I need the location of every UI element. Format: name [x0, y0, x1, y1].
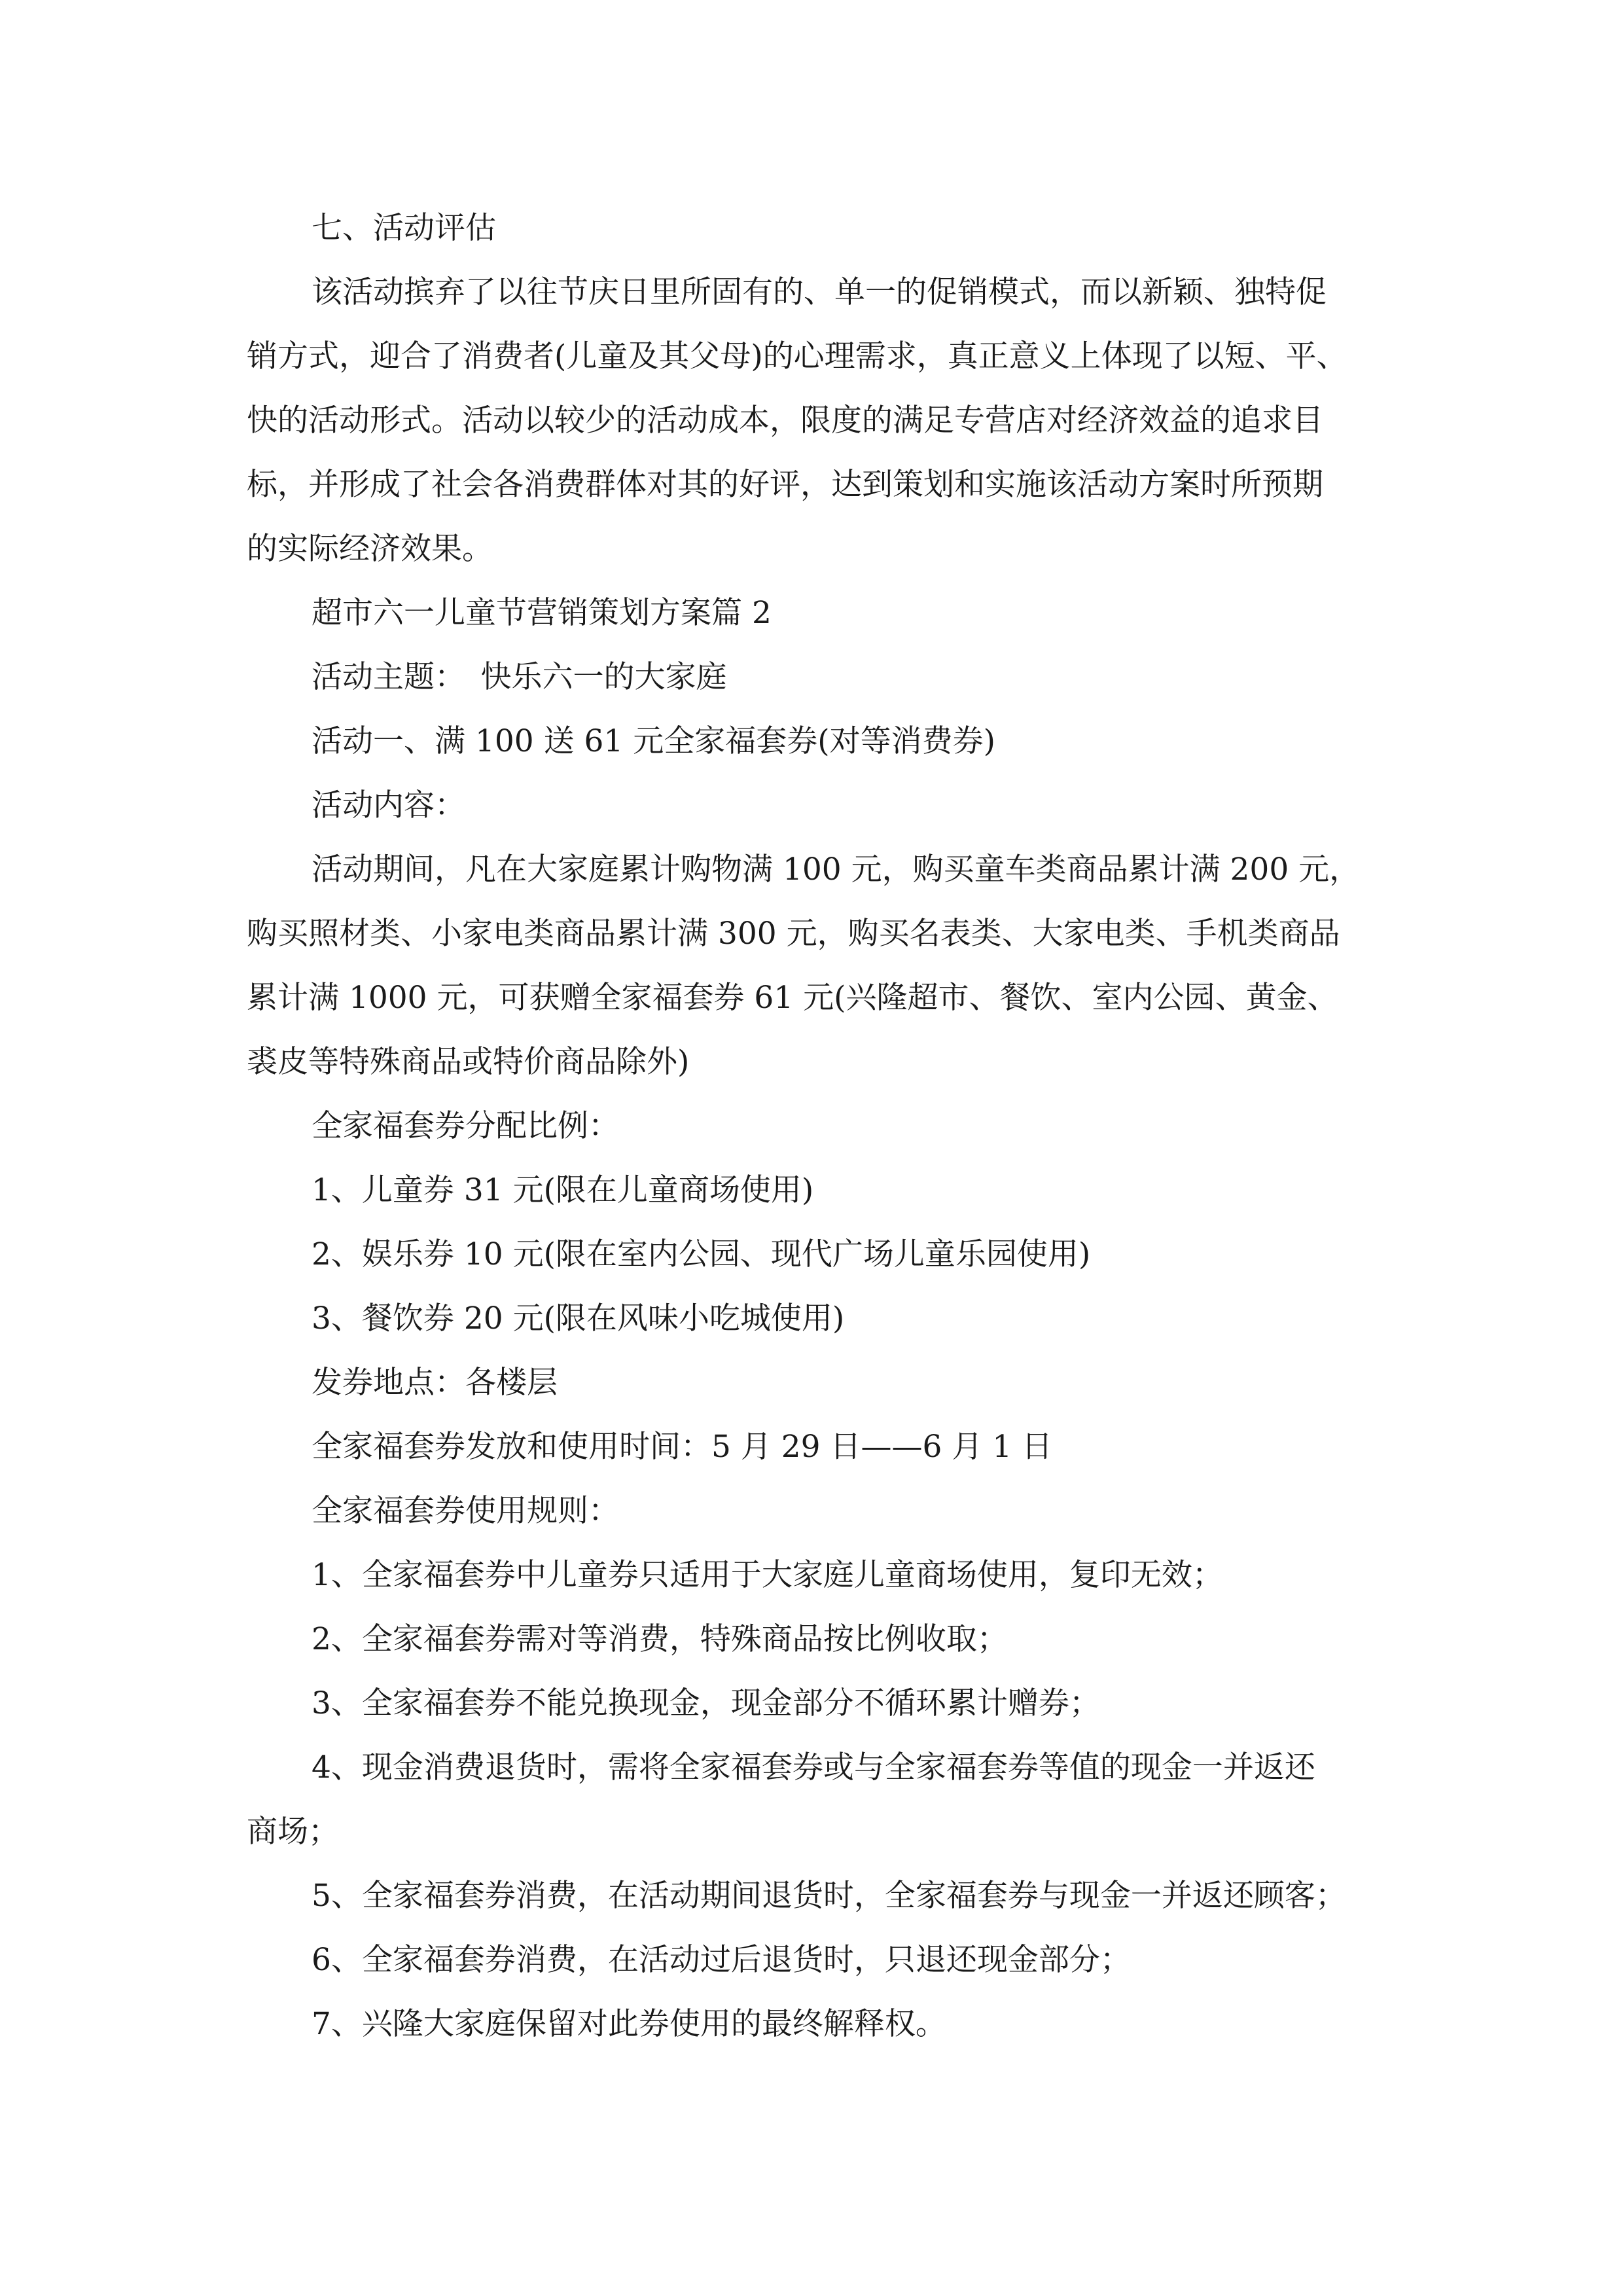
paragraph-line: 全家福套券使用规则： — [312, 1493, 619, 1529]
paragraph — [247, 1736, 1425, 1864]
paragraph-line: 购买照材类、小家电类商品累计满 300 元，购买名表类、大家电类、手机类商品 — [247, 916, 1340, 952]
paragraph-line: 5、全家福套券消费，在活动期间退货时，全家福套券与现金一并返还顾客； — [312, 1878, 1346, 1914]
paragraph-line: 七、活动评估 — [312, 210, 496, 246]
paragraph — [247, 1928, 1425, 1992]
paragraph-line: 全家福套券发放和使用时间：5 月 29 日——6 月 1 日 — [312, 1429, 1053, 1465]
paragraph — [247, 1158, 1425, 1223]
paragraph-line: 快的活动形式。活动以较少的活动成本，限度的满足专营店对经济效益的追求目 — [247, 403, 1323, 439]
paragraph — [247, 1607, 1425, 1672]
paragraph-line: 3、餐饮券 20 元(限在风味小吃城使用) — [312, 1300, 845, 1336]
paragraph-line: 1、全家福套券中儿童券只适用于大家庭儿童商场使用，复印无效； — [312, 1557, 1223, 1593]
paragraph-line: 裘皮等特殊商品或特价商品除外) — [247, 1044, 690, 1080]
paragraph — [247, 1864, 1425, 1928]
paragraph-line: 的实际经济效果。 — [247, 531, 493, 567]
paragraph-line: 销方式，迎合了消费者(儿童及其父母)的心理需求，真正意义上体现了以短、平、 — [247, 338, 1347, 374]
paragraph-line: 全家福套券分配比例： — [312, 1108, 619, 1144]
paragraph-line: 活动一、满 100 送 61 元全家福套券(对等消费券) — [312, 723, 995, 759]
paragraph — [247, 709, 1425, 774]
paragraph — [247, 1351, 1425, 1415]
paragraph-line: 活动期间，凡在大家庭累计购物满 100 元，购买童车类商品累计满 200 元， — [312, 852, 1361, 888]
paragraph — [247, 581, 1425, 645]
paragraph-line: 7、兴隆大家庭保留对此券使用的最终解释权。 — [312, 2006, 946, 2042]
paragraph — [247, 645, 1425, 709]
paragraph-line: 2、娱乐券 10 元(限在室内公园、现代广场儿童乐园使用) — [312, 1236, 1091, 1272]
paragraph-line: 累计满 1000 元，可获赠全家福套券 61 元(兴隆超市、餐饮、室内公园、黄金、 — [247, 980, 1338, 1016]
paragraph — [247, 1992, 1425, 2056]
paragraph — [247, 1479, 1425, 1543]
paragraph-line: 发券地点：各楼层 — [312, 1365, 558, 1401]
paragraph-line: 超市六一儿童节营销策划方案篇 2 — [312, 595, 772, 631]
paragraph — [247, 260, 1425, 581]
paragraph-line: 活动主题： 快乐六一的大家庭 — [312, 659, 727, 695]
paragraph — [247, 838, 1425, 1094]
paragraph — [247, 1287, 1425, 1351]
paragraph-line: 4、现金消费退货时，需将全家福套券或与全家福套券等值的现金一并返还 — [312, 1749, 1315, 1785]
paragraph-line: 商场； — [247, 1814, 339, 1850]
paragraph-line: 该活动摈弃了以往节庆日里所固有的、单一的促销模式，而以新颖、独特促 — [312, 274, 1327, 310]
paragraph — [247, 196, 1425, 260]
paragraph-line: 6、全家福套券消费，在活动过后退货时，只退还现金部分； — [312, 1942, 1131, 1978]
paragraph-line: 1、儿童券 31 元(限在儿童商场使用) — [312, 1172, 814, 1208]
document-body — [247, 196, 1425, 2056]
paragraph — [247, 1415, 1425, 1479]
paragraph-line: 2、全家福套券需对等消费，特殊商品按比例收取； — [312, 1621, 1008, 1657]
paragraph — [247, 774, 1425, 838]
paragraph — [247, 1543, 1425, 1607]
paragraph-line: 活动内容： — [312, 787, 465, 823]
paragraph — [247, 1223, 1425, 1287]
paragraph — [247, 1672, 1425, 1736]
paragraph — [247, 1094, 1425, 1158]
paragraph-line: 3、全家福套券不能兑换现金，现金部分不循环累计赠券； — [312, 1685, 1100, 1721]
paragraph-line: 标，并形成了社会各消费群体对其的好评，达到策划和实施该活动方案时所预期 — [247, 467, 1323, 503]
